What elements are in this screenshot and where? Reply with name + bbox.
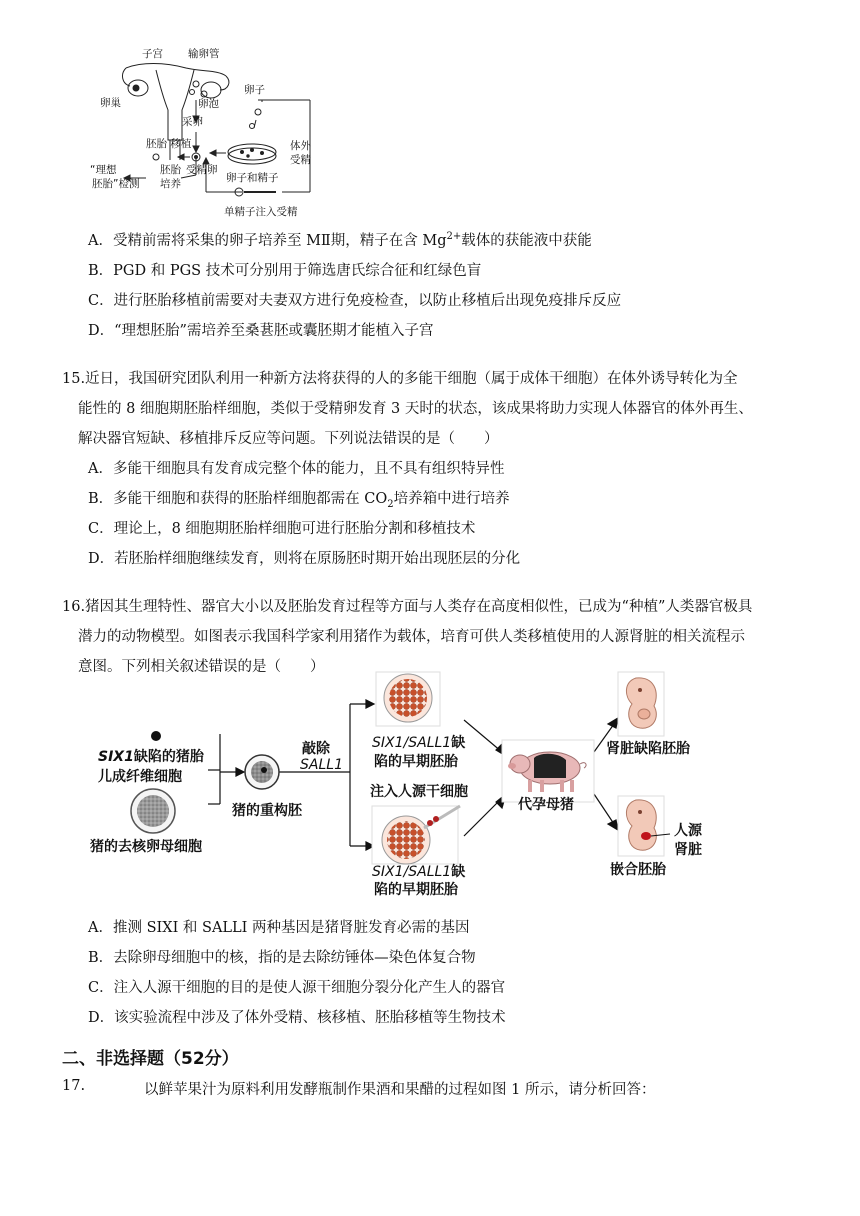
q15-line-3: 解决器官短缺、移植排斥反应等问题。下列说法错误的是（ ） [78, 431, 499, 447]
q15-line-1: 15.近日，我国研究团队利用一种新方法将获得的人的多能干细胞（属于成体干细胞）在体外诱导转化为全 [62, 371, 738, 387]
ivf-figure [86, 40, 326, 220]
follicle-label: 卵泡 [198, 98, 219, 110]
ivf-diagram-svg [86, 40, 326, 220]
kidney-flow-figure [88, 668, 728, 900]
knockout-label-2: SALL1 [300, 757, 343, 773]
fibroblast-label-1: SIX1缺陷的猪胎 [98, 749, 204, 765]
early-embryo-bottom-drawing [372, 806, 460, 864]
q15-option-a: A．多能干细胞具有发育成完整个体的能力，且不具有组织特异性 [88, 461, 505, 477]
section-heading: 二、非选择题（52分） [62, 1049, 239, 1069]
early-top-label-1: SIX1/SALL1缺 [372, 735, 466, 751]
kidney-deficient-label: 肾脏缺陷胚胎 [606, 741, 690, 757]
ivf-label-2: 受精 [290, 154, 311, 166]
chimera-fetus-drawing [618, 796, 670, 856]
collect-label: 采卵 [182, 116, 203, 128]
q14-option-b: B．PGD 和 PGS 技术可分别用于筛选唐氏综合征和红绿色盲 [88, 263, 482, 279]
uterus-label: 子宫 [142, 48, 163, 60]
early-top-label-2: 陷的早期胚胎 [374, 754, 458, 770]
chimera-label: 嵌合胚胎 [610, 862, 666, 878]
q15-option-b: B．多能干细胞和获得的胚胎样细胞都需在 $CO_2$培养箱中进行培养 [88, 491, 510, 510]
q17-number: 17. [62, 1078, 86, 1094]
q15-line-2: 能性的 8 细胞期胚胎样细胞，类似于受精卵发育 3 天时的状态，该成果将助力实现人体器官的体外再生、 [78, 401, 753, 417]
q16-option-b: B．去除卵母细胞中的核，指的是去除纺锤体—染色体复合物 [88, 950, 476, 966]
reconstructed-label: 猪的重构胚 [232, 803, 302, 819]
surrogate-pig-drawing [502, 740, 594, 802]
q16-option-d: D．该实验流程中涉及了体外受精、核移植、胚胎移植等生物技术 [88, 1010, 506, 1026]
q16-option-a: A．推测 SIXI 和 SALLI 两种基因是猪肾脏发育必需的基因 [88, 920, 470, 936]
kidney-deficient-fetus-drawing [618, 672, 664, 736]
ideal-label-1: “理想 [90, 164, 117, 176]
egg-label: 卵子 [244, 84, 265, 96]
q15-option-d: D．若胚胎样细胞继续发育，则将在原肠胚时期开始出现胚层的分化 [88, 551, 521, 567]
fibroblast-label-2: 儿成纤维细胞 [98, 769, 182, 785]
surrogate-label: 代孕母猪 [518, 797, 574, 813]
knockout-label-1: 敲除 [302, 741, 330, 757]
fibroblast-nucleus [151, 731, 161, 741]
q16-option-c: C．注入人源干细胞的目的是使人源干细胞分裂分化产生人的器官 [88, 980, 506, 996]
human-kidney-label-1: 人源 [674, 823, 702, 839]
ovary-label: 卵巢 [100, 97, 121, 109]
transfer-label: 胚胎 移植 [146, 138, 192, 150]
culture-label-2: 培养 [160, 178, 181, 190]
early-bottom-label-1: SIX1/SALL1缺 [372, 864, 466, 880]
q17-text: 以鲜苹果汁为原料利用发酵瓶制作果酒和果醋的过程如图 1 所示，请分析回答： [144, 1082, 656, 1098]
culture-label-1: 胚胎 [160, 164, 181, 176]
ivf-label-1: 体外 [290, 140, 311, 152]
icsi-label: 单精子注入受精 [224, 206, 298, 218]
q14-option-c: C．进行胚胎移植前需要对夫妻双方进行免疫检查，以防止移植后出现免疫排斥反应 [88, 293, 622, 309]
reconstructed-embryo-drawing [245, 755, 279, 789]
egg-sperm-label: 卵子和精子 [226, 172, 279, 184]
oocyte-label: 猪的去核卵母细胞 [90, 839, 202, 855]
human-kidney-label-2: 肾脏 [674, 842, 702, 858]
q16-line-1: 16.猪因其生理特性、器官大小以及胚胎发育过程等方面与人类存在高度相似性，已成为“种植”人类器官极具 [62, 599, 753, 615]
oviduct-label: 输卵管 [188, 48, 220, 60]
early-embryo-top-drawing [376, 672, 440, 726]
q14-option-d: D．“理想胚胎”需培养至桑葚胚或囊胚期才能植入子宫 [88, 323, 434, 339]
q15-option-c: C．理论上，8 细胞期胚胎样细胞可进行胚胎分割和移植技术 [88, 521, 476, 537]
early-bottom-label-2: 陷的早期胚胎 [374, 882, 458, 898]
fertilized-label: 受精卵 [186, 164, 218, 176]
q16-line-3: 意图。下列相关叙述错误的是（ ） [78, 659, 325, 675]
oocyte-drawing [131, 789, 175, 833]
q14-option-a: A．受精前需将采集的卵子培养至 MⅡ期，精子在含 $Mg^{2+}$载体的获能液中获能 [88, 231, 592, 249]
inject-label: 注入人源干细胞 [370, 784, 468, 800]
ideal-label-2: 胚胎”检测 [92, 178, 140, 190]
q16-line-2: 潜力的动物模型。如图表示我国科学家利用猪作为载体，培育可供人类移植使用的人源肾脏的相关流程示 [78, 629, 745, 645]
